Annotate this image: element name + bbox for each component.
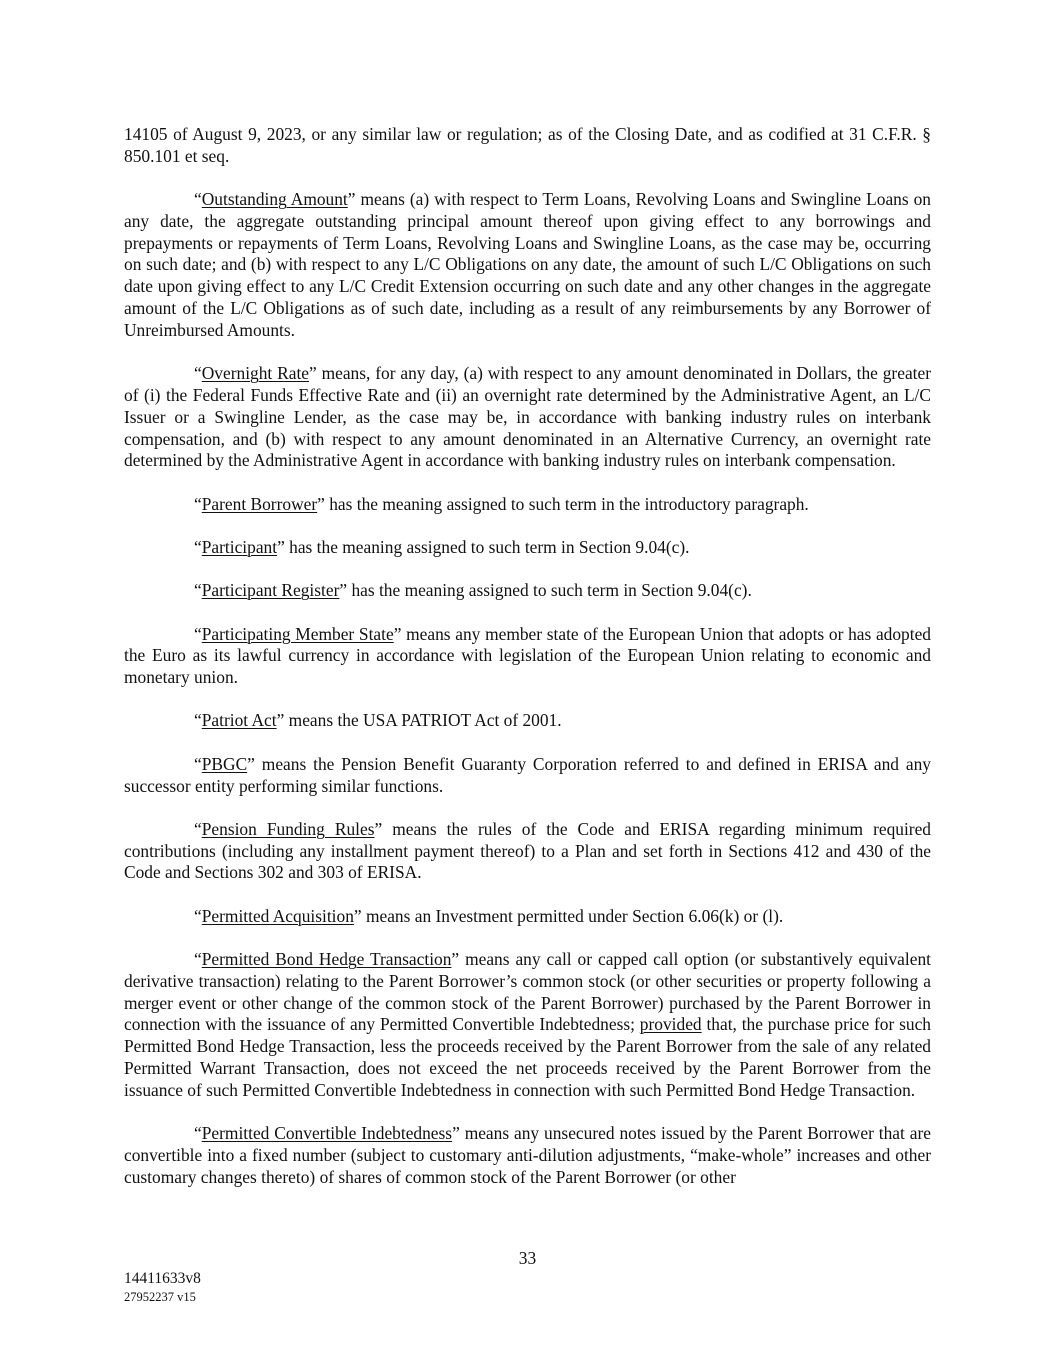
intro-paragraph: 14105 of August 9, 2023, or any similar law or regulation; as of the Closing Date, and as codified at 31 C.F.R. § 850.101 et seq.	[124, 124, 931, 166]
page-number: 33	[518, 1248, 537, 1268]
defined-term: PBGC	[201, 753, 248, 774]
document-id-secondary: 27952237 v15	[124, 1290, 196, 1304]
defined-term: Participant	[201, 536, 278, 557]
definition-permitted-convertible-indebtedness: “Permitted Convertible Indebtedness” means any unsecured notes issued by the Parent Borrower that are convertible into a fixed number (subject to customary anti-dilution adjustments, “make-whole” increases and other customary changes thereto) of shares of common stock of the Parent Borrower (or other	[124, 1123, 931, 1187]
proviso-term: provided	[639, 1014, 702, 1035]
definition-participant-register: “Participant Register” has the meaning assigned to such term in Section 9.04(c).	[194, 580, 752, 601]
definition-parent-borrower: “Parent Borrower” has the meaning assigned to such term in the introductory paragraph.	[194, 493, 809, 514]
definition-pbgc: “PBGC” means the Pension Benefit Guaranty Corporation referred to and defined in ERISA and any successor entity performing similar functions.	[124, 753, 931, 796]
defined-term: Pension Funding Rules	[201, 818, 375, 839]
document-id-primary: 14411633v8	[124, 1270, 201, 1287]
defined-term: Parent Borrower	[201, 493, 318, 514]
document-body	[124, 124, 931, 1210]
definition-participant: “Participant” has the meaning assigned to such term in Section 9.04(c).	[194, 536, 690, 557]
definition-overnight-rate: “Overnight Rate” means, for any day, (a) with respect to any amount denominated in Dollars, the greater of (i) the Federal Funds Effective Rate and (ii) an overnight rate determined by the Administrative Agent, an L/C Issuer or a Swingline Lender, as the case may be, in accordance with banking industry rules on interbank compensation, and (b) with respect to any amount denominated in an Alternative Currency, an overnight rate determined by the Administrative Agent in accordance with banking industry rules on interbank compensation.	[124, 363, 931, 471]
definition-permitted-acquisition: “Permitted Acquisition” means an Investment permitted under Section 6.06(k) or (l).	[194, 905, 784, 926]
defined-term: Permitted Convertible Indebtedness	[201, 1123, 453, 1144]
defined-term: Permitted Bond Hedge Transaction	[201, 949, 452, 970]
definition-outstanding-amount: “Outstanding Amount” means (a) with respect to Term Loans, Revolving Loans and Swingline Loans on any date, the aggregate outstanding principal amount thereof upon giving effect to any borrowings and prepayments or repayments of Term Loans, Revolving Loans and Swingline Loans, as the case may be, occurring on such date; and (b) with respect to any L/C Obligations on any date, the amount of such L/C Obligations on such date upon giving effect to any L/C Credit Extension occurring on such date and any other changes in the aggregate amount of the L/C Obligations as of such date, including as a result of any reimbursements by any Borrower of Unreimbursed Amounts.	[124, 189, 931, 340]
defined-term: Permitted Acquisition	[201, 905, 354, 926]
definition-patriot-act: “Patriot Act” means the USA PATRIOT Act of 2001.	[194, 710, 562, 731]
defined-term: Overnight Rate	[201, 363, 309, 384]
defined-term: Patriot Act	[201, 710, 277, 731]
definition-permitted-bond-hedge-transaction: “Permitted Bond Hedge Transaction” means any call or capped call option (or substantively equivalent derivative transaction) relating to the Parent Borrower’s common stock (or other securities or property following a merger event or other change of the common stock of the Parent Borrower) purchased by the Parent Borrower in connection with the issuance of any Permitted Convertible Indebtedness; provided that, the purchase price for such Permitted Bond Hedge Transaction, less the proceeds received by the Parent Borrower from the sale of any related Permitted Warrant Transaction, does not exceed the net proceeds received by the Parent Borrower from the issuance of such Permitted Convertible Indebtedness in connection with such Permitted Bond Hedge Transaction.	[124, 949, 931, 1100]
definition-pension-funding-rules: “Pension Funding Rules” means the rules of the Code and ERISA regarding minimum required contributions (including any installment payment thereof) to a Plan and set forth in Sections 412 and 430 of the Code and Sections 302 and 303 of ERISA.	[124, 818, 932, 883]
defined-term: Participant Register	[201, 580, 340, 601]
definition-participating-member-state: “Participating Member State” means any member state of the European Union that adopts or has adopted the Euro as its lawful currency in accordance with legislation of the European Union relating to economic and monetary union.	[124, 623, 931, 688]
defined-term: Participating Member State	[201, 623, 394, 644]
defined-term: Outstanding Amount	[201, 189, 348, 210]
